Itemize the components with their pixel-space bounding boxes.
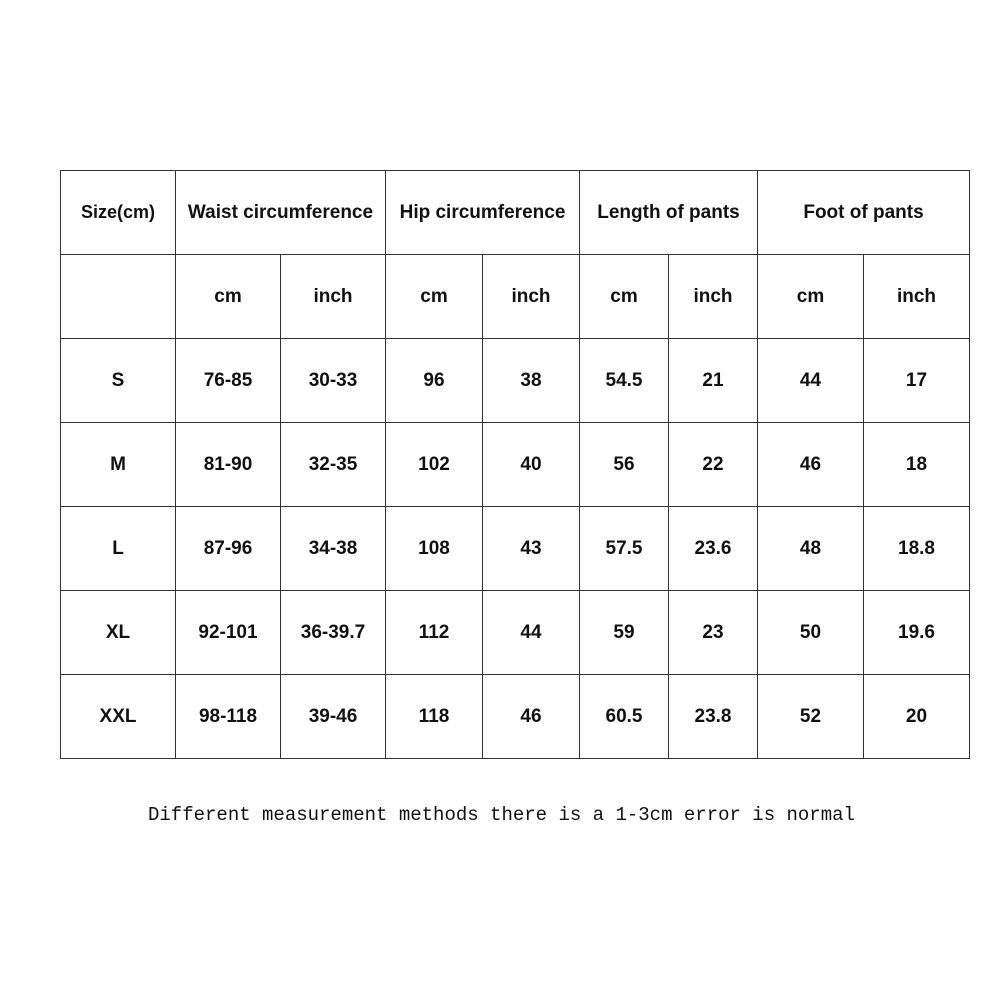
table-cell: 40: [483, 423, 580, 507]
table-cell: 76-85: [176, 339, 281, 423]
table-cell: 81-90: [176, 423, 281, 507]
unit-header-empty-cell: [61, 255, 176, 339]
table-cell: 38: [483, 339, 580, 423]
table-cell: 46: [483, 675, 580, 759]
table-cell: 60.5: [580, 675, 669, 759]
unit-label: inch: [483, 255, 580, 339]
table-cell: 23.8: [669, 675, 758, 759]
table-row: [61, 591, 970, 675]
table-cell: 43: [483, 507, 580, 591]
table-cell: 48: [758, 507, 864, 591]
table-cell: 17: [864, 339, 970, 423]
table-cell: 32-35: [281, 423, 386, 507]
size-label: XXL: [61, 675, 176, 759]
table-cell: 54.5: [580, 339, 669, 423]
unit-label: inch: [669, 255, 758, 339]
table-cell: 19.6: [864, 591, 970, 675]
group-header-row: [61, 171, 970, 255]
table-row: [61, 423, 970, 507]
table-cell: 87-96: [176, 507, 281, 591]
table-cell: 18.8: [864, 507, 970, 591]
table-cell: 36-39.7: [281, 591, 386, 675]
size-label: S: [61, 339, 176, 423]
table-cell: 56: [580, 423, 669, 507]
size-chart-table: [60, 170, 970, 759]
table-cell: 39-46: [281, 675, 386, 759]
table-cell: 50: [758, 591, 864, 675]
size-label: M: [61, 423, 176, 507]
table-cell: 18: [864, 423, 970, 507]
table-cell: 30-33: [281, 339, 386, 423]
table-cell: 118: [386, 675, 483, 759]
table-cell: 20: [864, 675, 970, 759]
table-cell: 23: [669, 591, 758, 675]
table-cell: 57.5: [580, 507, 669, 591]
unit-label: cm: [580, 255, 669, 339]
table-cell: 98-118: [176, 675, 281, 759]
table-cell: 22: [669, 423, 758, 507]
table-cell: 108: [386, 507, 483, 591]
table-cell: 44: [483, 591, 580, 675]
size-column-header: Size(cm): [61, 171, 176, 255]
table-cell: 96: [386, 339, 483, 423]
unit-label: cm: [758, 255, 864, 339]
size-label: XL: [61, 591, 176, 675]
table-cell: 52: [758, 675, 864, 759]
table-cell: 59: [580, 591, 669, 675]
table-cell: 92-101: [176, 591, 281, 675]
unit-header-row: [61, 255, 970, 339]
table-cell: 44: [758, 339, 864, 423]
table-cell: 102: [386, 423, 483, 507]
table-cell: 34-38: [281, 507, 386, 591]
size-label: L: [61, 507, 176, 591]
table-row: [61, 507, 970, 591]
table-cell: 21: [669, 339, 758, 423]
unit-label: inch: [281, 255, 386, 339]
waist-circumference-header: Waist circumference: [176, 171, 386, 255]
table-cell: 112: [386, 591, 483, 675]
hip-circumference-header: Hip circumference: [386, 171, 580, 255]
unit-label: inch: [864, 255, 970, 339]
length-of-pants-header: Length of pants: [580, 171, 758, 255]
unit-label: cm: [386, 255, 483, 339]
table-cell: 23.6: [669, 507, 758, 591]
unit-label: cm: [176, 255, 281, 339]
foot-of-pants-header: Foot of pants: [758, 171, 970, 255]
table-row: [61, 339, 970, 423]
table-row: [61, 675, 970, 759]
measurement-error-note: Different measurement methods there is a 1-3cm error is normal: [148, 804, 855, 826]
table-cell: 46: [758, 423, 864, 507]
